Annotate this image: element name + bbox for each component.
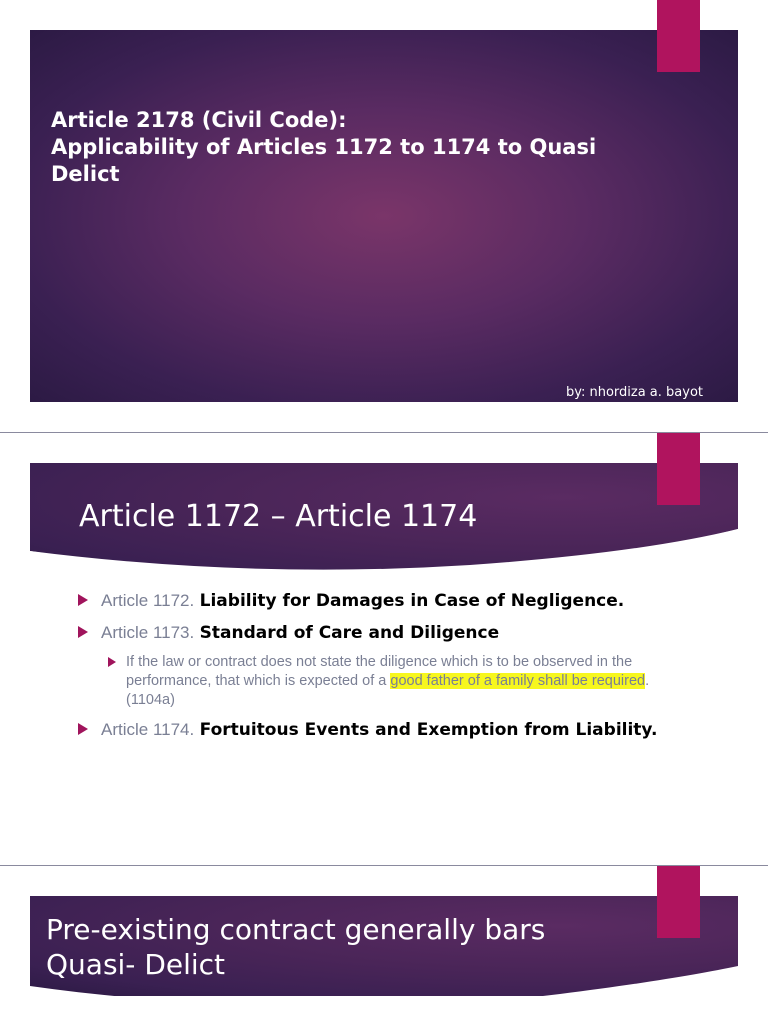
article-label: Article 1173. [101,623,195,642]
slide-3 [0,866,768,1024]
slide-1-title [51,107,691,188]
slide-3-title [46,912,545,982]
slide-3-title-line-2: Quasi- Delict [46,948,226,981]
slide-3-title-line-1: Pre-existing contract generally bars [46,913,546,946]
slide-2-title: Article 1172 – Article 1174 [79,499,478,534]
author-byline: by: nhordiza a. bayot [565,385,703,400]
sub-bullet-text: If the law or contract does not state the diligence which is to be observed in the performance, that which is expected of a [126,654,633,689]
bullet-article-1174 [78,718,698,742]
highlighted-phrase: good father of a family shall be required [390,673,646,689]
article-heading: Standard of Care and Diligence [199,623,500,643]
slide-1-title-line-2: Applicability of Articles 1172 to 1174 to Quasi [51,135,597,159]
slide-1-title-line-3: Delict [51,162,120,186]
bullet-list [78,589,698,750]
bullet-arrow-icon [78,723,88,735]
sub-bullet-diligence [78,653,698,710]
bullet-arrow-icon [78,594,88,606]
article-label: Article 1174. [101,720,195,739]
sub-bullet-arrow-icon [108,657,116,667]
article-heading: Liability for Damages in Case of Negligence. [199,591,625,611]
article-label: Article 1172. [101,591,195,610]
slide-1-title-line-1: Article 2178 (Civil Code): [51,108,347,132]
sub-bullet-citation: . (1104a) [126,673,650,708]
accent-tab [657,866,700,938]
title-slide-background [30,30,738,402]
article-heading: Fortuitous Events and Exemption from Liability. [199,720,658,740]
slide-1 [0,0,768,432]
bullet-article-1173 [78,621,698,645]
slide-2 [0,433,768,865]
bullet-arrow-icon [78,626,88,638]
accent-tab [657,433,700,505]
accent-tab [657,0,700,72]
bullet-article-1172 [78,589,698,613]
